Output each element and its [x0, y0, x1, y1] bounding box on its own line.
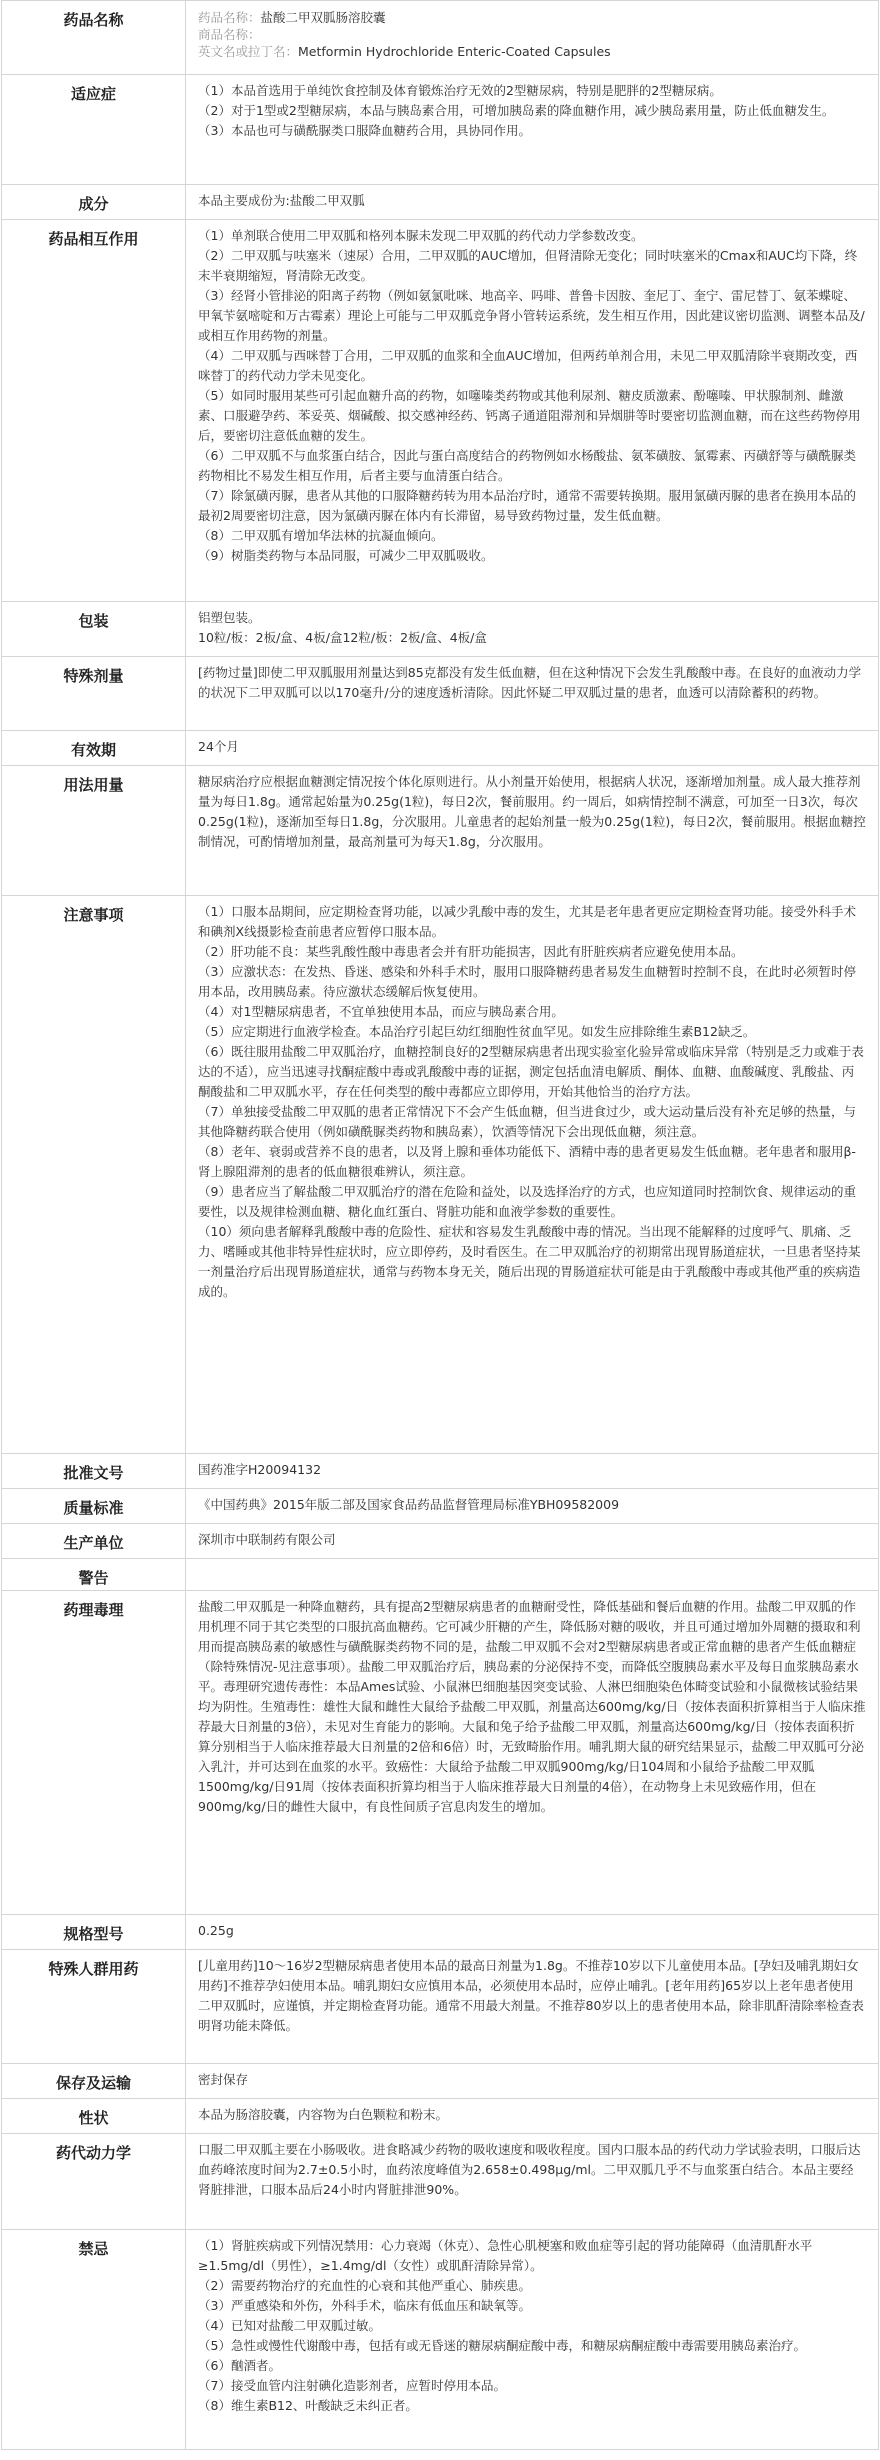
row-dosage: [2, 766, 879, 896]
contraindication-item: （6）酗酒者。: [198, 2358, 281, 2373]
interaction-item: （4）二甲双胍与西咪替丁合用，二甲双胍的血浆和全血AUC增加，但两药单剂合用，未见二甲双胍清除半衰期改变，西咪替丁的药代动力学未见变化。: [198, 348, 858, 383]
label-indications: 适应症: [2, 75, 186, 185]
label-toxicology: 药理毒理: [2, 1591, 186, 1915]
row-contraindications: [2, 2230, 879, 2450]
precaution-item: （6）既往服用盐酸二甲双胍治疗，血糖控制良好的2型糖尿病患者出现实验室化验异常或临床异常（特别是乏力或难于表达的不适），应当迅速寻找酮症酸中毒或乳酸酸中毒的证据，测定包括血清电解质、酮体、血糖、血酸碱度、乳酸盐、丙酮酸盐和二甲双胍水平，存在任何类型的酸中毒都应立即停用，开始其他恰当的治疗方法。: [198, 1044, 864, 1099]
value-package: [186, 602, 879, 657]
contraindication-item: （7）接受血管内注射碘化造影剂者，应暂时停用本品。: [198, 2378, 506, 2393]
label-contraindications: 禁忌: [2, 2230, 186, 2450]
value-approval: 国药准字H20094132: [186, 1454, 879, 1489]
row-ingredients: [2, 185, 879, 220]
value-contraindications: [186, 2230, 879, 2450]
interaction-item: （9）树脂类药物与本品同服，可减少二甲双胍吸收。: [198, 548, 494, 563]
value-validity: 24个月: [186, 731, 879, 766]
contraindication-item: （5）急性或慢性代谢酸中毒，包括有或无昏迷的糖尿病酮症酸中毒，和糖尿病酮症酸中毒需要用胰岛素治疗。: [198, 2338, 806, 2353]
label-precautions: 注意事项: [2, 896, 186, 1454]
precaution-item: （10）须向患者解释乳酸酸中毒的危险性、症状和容易发生乳酸酸中毒的情况。当出现不能解释的过度呼气、肌痛、乏力、嗜睡或其他非特异性症状时，应立即停药，及时看医生。在二甲双胍治疗的初期常出现胃肠道症状，一旦患者坚持某一剂量治疗后出现胃肠道症状，通常与药物本身无关，随后出现的胃肠道症状可能是由于乳酸酸中毒或其他严重的疾病造成的。: [198, 1224, 861, 1299]
package-item: 10粒/板：2板/盒、4板/盒12粒/板：2板/盒、4板/盒: [198, 630, 487, 645]
precaution-item: （7）单独接受盐酸二甲双胍的患者正常情况下不会产生低血糖，但当进食过少，或大运动量后没有补充足够的热量，与其他降糖药联合使用（例如磺酰脲类药物和胰岛素），饮酒等情况下会出现低血糖，须注意。: [198, 1104, 856, 1139]
row-toxicology: [2, 1591, 879, 1915]
row-storage: [2, 2064, 879, 2099]
row-manufacturer: [2, 1524, 879, 1559]
interaction-item: （1）单剂联合使用二甲双胍和格列本脲未发现二甲双胍的药代动力学参数改变。: [198, 228, 644, 243]
value-overdose: [药物过量]即使二甲双胍服用剂量达到85克都没有发生低血糖，但在这种情况下会发生乳酸酸中毒。在良好的血液动力学的状况下二甲双胍可以以170毫升/分的速度透析清除。因此怀疑二甲双胍过量的患者，血透可以清除蓄积的药物。: [186, 657, 879, 731]
row-standard: [2, 1489, 879, 1524]
precaution-item: （4）对1型糖尿病患者，不宜单独使用本品，而应与胰岛素合用。: [198, 1004, 564, 1019]
precaution-item: （2）肝功能不良：某些乳酸性酸中毒患者会并有肝功能损害，因此有肝脏疾病者应避免使用本品。: [198, 944, 744, 959]
label-pharmacokinetics: 药代动力学: [2, 2134, 186, 2230]
common-name-label: 药品名称：: [198, 10, 261, 25]
label-interactions: 药品相互作用: [2, 220, 186, 602]
interaction-item: （2）二甲双胍与呋塞米（速尿）合用，二甲双胍的AUC增加，但肾清除无变化；同时呋塞米的Cmax和AUC均下降，终末半衰期缩短，肾清除无改变。: [198, 248, 858, 283]
precaution-item: （9）患者应当了解盐酸二甲双胍治疗的潜在危险和益处，以及选择治疗的方式，也应知道同时控制饮食、规律运动的重要性，以及规律检测血糖、糖化血红蛋白、肾脏功能和血液学参数的重要性。: [198, 1184, 856, 1219]
package-item: 铝塑包装。: [198, 610, 261, 625]
precaution-item: （3）应激状态：在发热、昏迷、感染和外科手术时，服用口服降糖药患者易发生血糖暂时控制不良，在此时必须暂时停用本品，改用胰岛素。待应激状态缓解后恢复使用。: [198, 964, 856, 999]
value-warning: [186, 1559, 879, 1591]
value-ingredients: 本品主要成份为:盐酸二甲双胍: [186, 185, 879, 220]
english-name-label: 英文名或拉丁名：: [198, 44, 299, 59]
label-storage: 保存及运输: [2, 2064, 186, 2099]
contraindication-item: （8）维生素B12、叶酸缺乏未纠正者。: [198, 2398, 418, 2413]
label-approval: 批准文号: [2, 1454, 186, 1489]
row-approval: [2, 1454, 879, 1489]
trade-name-label: 商品名称：: [198, 27, 261, 42]
row-spec: [2, 1915, 879, 1950]
row-interactions: [2, 220, 879, 602]
label-special-population: 特殊人群用药: [2, 1950, 186, 2064]
label-properties: 性状: [2, 2099, 186, 2134]
precaution-item: （8）老年、衰弱或营养不良的患者，以及肾上腺和垂体功能低下、酒精中毒的患者更易发生低血糖。老年患者和服用β-肾上腺阻滞剂的患者的低血糖很难辨认，须注意。: [198, 1144, 856, 1179]
contraindication-item: （3）严重感染和外伤，外科手术，临床有低血压和缺氧等。: [198, 2298, 531, 2313]
row-overdose: [2, 657, 879, 731]
label-spec: 规格型号: [2, 1915, 186, 1950]
row-precautions: [2, 896, 879, 1454]
row-indications: [2, 75, 879, 185]
value-precautions: [186, 896, 879, 1454]
interaction-item: （3）经肾小管排泌的阳离子药物（例如氨氯吡咪、地高辛、吗啡、普鲁卡因胺、奎尼丁、奎宁、雷尼替丁、氨苯蝶啶、甲氧苄氨嘧啶和万古霉素）理论上可能与二甲双胍竞争肾小管转运系统，发生相互作用，因此建议密切监测、调整本品及/或相互作用药物的剂量。: [198, 288, 865, 343]
value-toxicology: 盐酸二甲双胍是一种降血糖药，具有提高2型糖尿病患者的血糖耐受性，降低基础和餐后血糖的作用。盐酸二甲双胍的作用机理不同于其它类型的口服抗高血糖药。它可减少肝糖的产生，降低肠对糖的吸收，并且可通过增加外周糖的摄取和利用而提高胰岛素的敏感性与磺酰脲类药物不同的是，盐酸二甲双胍不会对2型糖尿病患者或正常血糖的患者产生低血糖症（除特殊情况-见注意事项）。盐酸二甲双胍治疗后，胰岛素的分泌保持不变，而降低空腹胰岛素水平及每日血浆胰岛素水平。毒理研究遗传毒性：本品Ames试验、小鼠淋巴细胞基因突变试验、人淋巴细胞染色体畸变试验和小鼠微核试验结果均为阴性。生殖毒性：雄性大鼠和雌性大鼠给予盐酸二甲双胍，剂量高达600mg/kg/日（按体表面积折算相当于人临床推荐最大日剂量的3倍），未见对生育能力的影响。大鼠和兔子给予盐酸二甲双胍，剂量高达600mg/kg/日（按体表面积折算分别相当于人临床推荐最大日剂量的2倍和6倍）时，无致畸胎作用。哺乳期大鼠的研究结果显示，盐酸二甲双胍可分泌入乳汁，并可达到在血浆的水平。致癌性：大鼠给予盐酸二甲双胍900mg/kg/日104周和小鼠给予盐酸二甲双胍1500mg/kg/日91周（按体表面积折算均相当于人临床推荐最大日剂量的4倍），在动物身上未见致癌作用，但在900mg/kg/日的雌性大鼠中，有良性间质子宫息肉发生的增加。: [186, 1591, 879, 1915]
label-overdose: 特殊剂量: [2, 657, 186, 731]
common-name-value: 盐酸二甲双胍肠溶胶囊: [260, 10, 386, 25]
value-spec: 0.25g: [186, 1915, 879, 1950]
interaction-item: （6）二甲双胍不与血浆蛋白结合，因此与蛋白高度结合的药物例如水杨酸盐、氨苯磺胺、氯霉素、丙磺舒等与磺酰脲类药物相比不易发生相互作用，后者主要与血清蛋白结合。: [198, 448, 856, 483]
row-package: [2, 602, 879, 657]
english-name-value: Metformin Hydrochloride Enteric-Coated Capsules: [298, 44, 611, 59]
indication-item: （1）本品首选用于单纯饮食控制及体育锻炼治疗无效的2型糖尿病，特别是肥胖的2型糖尿病。: [198, 83, 722, 98]
value-dosage: 糖尿病治疗应根据血糖测定情况按个体化原则进行。从小剂量开始使用，根据病人状况，逐渐增加剂量。成人最大推荐剂量为每日1.8g。通常起始量为0.25g(1粒)，每日2次，餐前服用。约一周后，如病情控制不满意，可加至一日3次，每次0.25g(1粒)，逐渐加至每日1.8g，分次服用。儿童患者的起始剂量一般为0.25g(1粒)，每日2次，餐前服用。根据血糖控制情况，可酌情增加剂量，最高剂量可为每天1.8g，分次服用。: [186, 766, 879, 896]
indication-item: （3）本品也可与磺酰脲类口服降血糖药合用，具协同作用。: [198, 123, 531, 138]
row-special-population: [2, 1950, 879, 2064]
contraindication-item: （4）已知对盐酸二甲双胍过敏。: [198, 2318, 381, 2333]
value-standard: 《中国药典》2015年版二部及国家食品药品监督管理局标准YBH09582009: [186, 1489, 879, 1524]
interaction-item: （5）如同时服用某些可引起血糖升高的药物，如噻嗪类药物或其他利尿剂、糖皮质激素、酚噻嗪、甲状腺制剂、雌激素、口服避孕药、苯妥英、烟碱酸、拟交感神经药、钙离子通道阻滞剂和异烟肼等时要密切监测血糖，而在这些药物停用后，要密切注意低血糖的发生。: [198, 388, 861, 443]
interaction-item: （7）除氯磺丙脲，患者从其他的口服降糖药转为用本品治疗时，通常不需要转换期。服用氯磺丙脲的患者在换用本品的最初2周要密切注意，因为氯磺丙脲在体内有长滞留，易导致药物过量，发生低血糖。: [198, 488, 856, 523]
drug-info-table: [1, 0, 879, 2450]
value-manufacturer: 深圳市中联制药有限公司: [186, 1524, 879, 1559]
value-indications: [186, 75, 879, 185]
value-special-population: [儿童用药]10～16岁2型糖尿病患者使用本品的最高日剂量为1.8g。不推荐10岁以下儿童使用本品。[孕妇及哺乳期妇女用药]不推荐孕妇使用本品。哺乳期妇女应慎用本品，必须使用本品时，应停止哺乳。[老年用药]65岁以上老年患者使用二甲双胍时，应谨慎，并定期检查肾功能。通常不用最大剂量。不推荐80岁以上的患者使用本品，除非肌酐清除率检查表明肾功能未降低。: [186, 1950, 879, 2064]
value-drug-name: [186, 1, 879, 75]
interaction-item: （8）二甲双胍有增加华法林的抗凝血倾向。: [198, 528, 444, 543]
contraindication-item: （1）肾脏疾病或下列情况禁用：心力衰竭（休克）、急性心肌梗塞和败血症等引起的肾功能障碍（血清肌酐水平≥1.5mg/dl（男性），≥1.4mg/dl（女性）或肌酐清除异常）。: [198, 2238, 813, 2273]
label-ingredients: 成分: [2, 185, 186, 220]
value-pharmacokinetics: 口服二甲双胍主要在小肠吸收。进食略减少药物的吸收速度和吸收程度。国内口服本品的药代动力学试验表明，口服后达血药峰浓度时间为2.7±0.5小时，血药浓度峰值为2.658±0.498μg/ml。二甲双胍几乎不与血浆蛋白结合。本品主要经肾脏排泄，口服本品后24小时内肾脏排泄90%。: [186, 2134, 879, 2230]
label-dosage: 用法用量: [2, 766, 186, 896]
row-drug-name: [2, 1, 879, 75]
precaution-item: （1）口服本品期间，应定期检查肾功能，以减少乳酸中毒的发生，尤其是老年患者更应定期检查肾功能。接受外科手术和碘剂X线摄影检查前患者应暂停口服本品。: [198, 904, 856, 939]
value-properties: 本品为肠溶胶囊，内容物为白色颗粒和粉末。: [186, 2099, 879, 2134]
value-interactions: [186, 220, 879, 602]
row-properties: [2, 2099, 879, 2134]
label-manufacturer: 生产单位: [2, 1524, 186, 1559]
row-validity: [2, 731, 879, 766]
row-pharmacokinetics: [2, 2134, 879, 2230]
contraindication-item: （2）需要药物治疗的充血性的心衰和其他严重心、肺疾患。: [198, 2278, 531, 2293]
label-warning: 警告: [2, 1559, 186, 1591]
precaution-item: （5）应定期进行血液学检查。本品治疗引起巨幼红细胞性贫血罕见。如发生应排除维生素B12缺乏。: [198, 1024, 756, 1039]
indication-item: （2）对于1型或2型糖尿病，本品与胰岛素合用，可增加胰岛素的降血糖作用，减少胰岛素用量，防止低血糖发生。: [198, 103, 835, 118]
label-drug-name: 药品名称: [2, 1, 186, 75]
label-package: 包装: [2, 602, 186, 657]
row-warning: [2, 1559, 879, 1591]
label-validity: 有效期: [2, 731, 186, 766]
value-storage: 密封保存: [186, 2064, 879, 2099]
label-standard: 质量标准: [2, 1489, 186, 1524]
